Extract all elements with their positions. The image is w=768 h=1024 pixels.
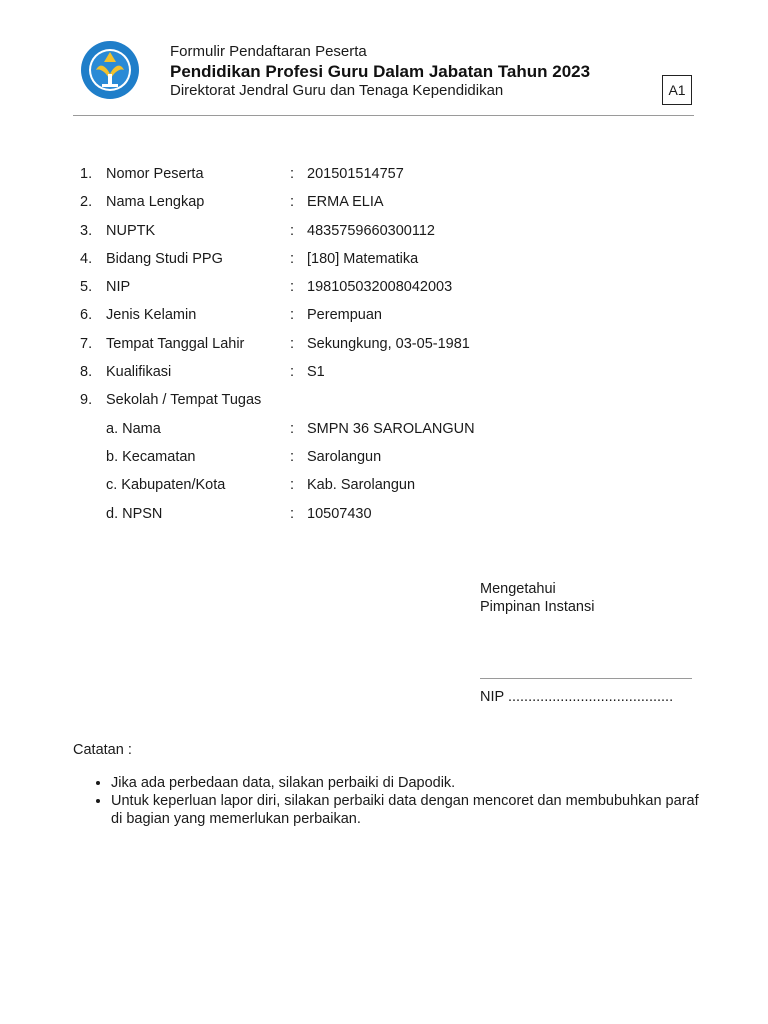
field-value: 10507430 [307, 505, 372, 522]
field-number: 3. [80, 222, 93, 239]
field-value: 4835759660300112 [307, 222, 435, 239]
field-number: 1. [80, 166, 93, 182]
field-number: 7. [80, 335, 93, 352]
field-colon: : [290, 307, 295, 324]
field-label: d. NPSN [106, 505, 163, 522]
form-title: Pendidikan Profesi Guru Dalam Jabatan Tahun 2023 [170, 62, 591, 81]
field-row [80, 391, 680, 419]
field-label: c. Kabupaten/Kota [106, 477, 226, 494]
field-label: NUPTK [106, 222, 156, 239]
field-value: 198105032008042003 [307, 279, 453, 296]
field-label: Kualifikasi [106, 364, 172, 381]
field-colon: : [290, 222, 295, 239]
field-row [80, 222, 680, 250]
field-number: 9. [80, 392, 93, 409]
tut-wuri-handayani-logo [78, 40, 142, 100]
field-colon: : [290, 477, 295, 494]
field-row [80, 448, 680, 476]
directorate-name: Direktorat Jendral Guru dan Tenaga Kependidikan [170, 82, 504, 99]
field-colon: : [290, 250, 295, 267]
note-item: • Untuk keperluan lapor diri, silakan perbaiki data dengan mencoret dan membubuhkan paraf di bagian yang memerlukan perbaikan. [111, 792, 711, 828]
field-number: 8. [80, 364, 93, 381]
field-value: Sarolangun [307, 448, 382, 465]
field-label: Sekolah / Tempat Tugas [106, 392, 262, 409]
field-value: SMPN 36 SAROLANGUN [307, 420, 475, 437]
participant-fields [80, 165, 680, 533]
field-value: [180] Matematika [307, 250, 419, 267]
field-row [80, 363, 680, 391]
field-number: 5. [80, 279, 93, 296]
header [170, 43, 590, 100]
field-row [80, 193, 680, 221]
field-value: Kab. Sarolangun [307, 477, 416, 494]
field-number: 6. [80, 307, 93, 324]
field-label: b. Kecamatan [106, 448, 196, 465]
signature-line [480, 678, 692, 679]
signature-line-head: Pimpinan Instansi [480, 599, 595, 615]
field-row [80, 420, 680, 448]
field-label: Nomor Peserta [106, 166, 204, 182]
field-label: NIP [106, 279, 131, 296]
field-row [80, 165, 680, 193]
notes-list [73, 774, 711, 828]
signature-nip: NIP ......................................... [480, 689, 674, 705]
field-value: Sekungkung, 03-05-1981 [307, 335, 470, 352]
field-label: Jenis Kelamin [106, 307, 197, 324]
field-label: a. Nama [106, 420, 161, 437]
signature-block [480, 580, 692, 616]
header-divider [73, 115, 694, 116]
field-row [80, 505, 680, 533]
field-value: ERMA ELIA [307, 194, 384, 211]
field-colon: : [290, 420, 295, 437]
form-code-box: A1 [662, 75, 692, 105]
form-subtitle: Formulir Pendaftaran Peserta [170, 43, 367, 60]
field-value: 201501514757 [307, 166, 404, 182]
field-label: Tempat Tanggal Lahir [106, 335, 245, 352]
field-value: Perempuan [307, 307, 382, 324]
field-label: Nama Lengkap [106, 194, 205, 211]
field-row [80, 250, 680, 278]
field-number: 4. [80, 250, 93, 267]
field-row [80, 476, 680, 504]
field-row [80, 278, 680, 306]
field-row [80, 335, 680, 363]
field-row [80, 306, 680, 334]
field-colon: : [290, 335, 295, 352]
field-label: Bidang Studi PPG [106, 250, 223, 267]
field-colon: : [290, 364, 295, 381]
signature-line-known: Mengetahui [480, 581, 556, 597]
field-number: 2. [80, 194, 93, 211]
note-item: • Jika ada perbedaan data, silakan perbaiki di Dapodik. [111, 774, 711, 792]
field-colon: : [290, 505, 295, 522]
field-colon: : [290, 194, 295, 211]
field-value: S1 [307, 364, 325, 381]
field-colon: : [290, 279, 295, 296]
notes-title: Catatan : [73, 742, 132, 758]
field-colon: : [290, 448, 295, 465]
field-colon: : [290, 166, 295, 182]
